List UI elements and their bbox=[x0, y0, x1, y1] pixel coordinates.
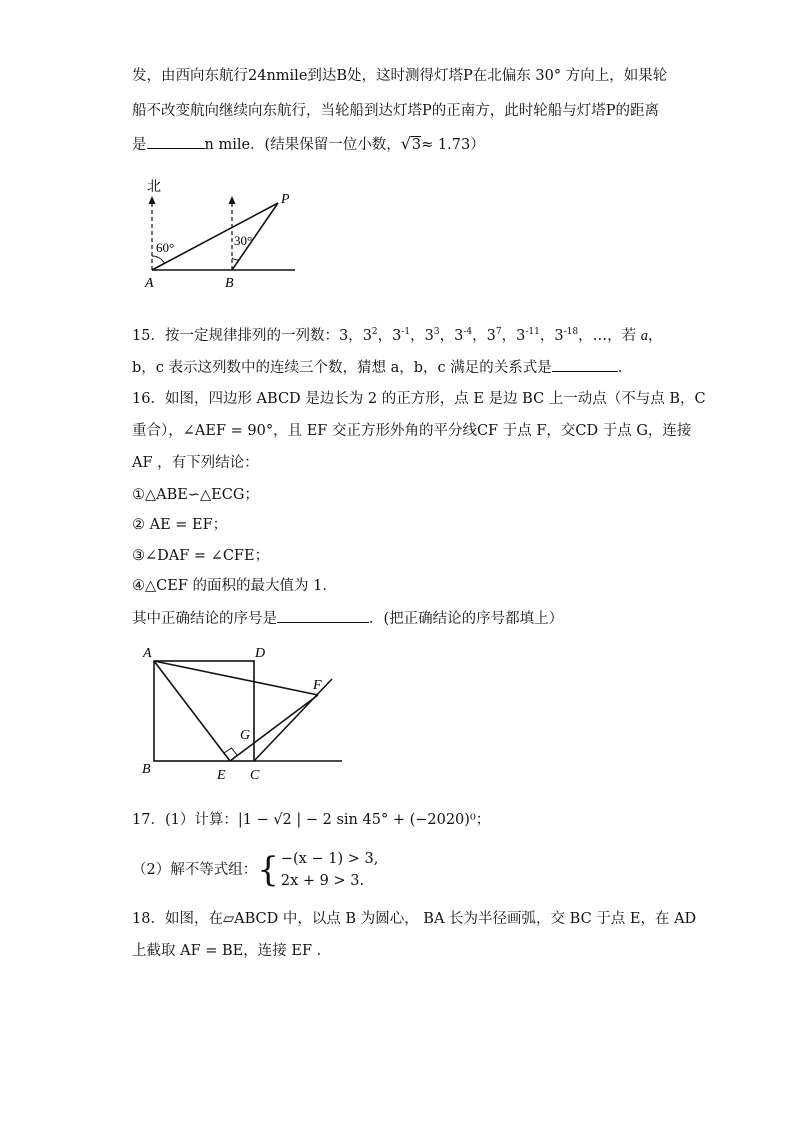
q16-square bbox=[154, 661, 254, 761]
q17-part-1: 17．(1）计算：|1 − √2 | − 2 sin 45° + (−2020)⁰； bbox=[132, 812, 491, 828]
q16-point-b: B bbox=[142, 762, 151, 777]
q15-line1-pre: 15．按一定规律排列的一列数：3， bbox=[132, 328, 363, 344]
q16-conclusion-3: ③∠DAF = ∠CFE； bbox=[132, 548, 270, 564]
q18-line-2: 上截取 AF = BE，连接 EF ． bbox=[132, 943, 332, 959]
q14-point-p: P bbox=[281, 192, 290, 207]
q15-line1-post: ，…，若 bbox=[578, 328, 637, 344]
q14-answer-blank bbox=[147, 134, 205, 149]
q16-conclusion-4: ④△CEF 的面积的最大值为 1． bbox=[132, 578, 337, 594]
q16-line-af bbox=[154, 661, 318, 695]
q16-right-angle-mark bbox=[224, 748, 237, 755]
q16-line-ae bbox=[154, 661, 230, 761]
q14-north-arrow-b bbox=[229, 196, 236, 204]
q16-answer-line: 其中正确结论的序号是 ．(把正确结论的序号都填上） bbox=[132, 608, 563, 629]
q16-point-d: D bbox=[255, 646, 266, 661]
q14-line3-post: n mile．(结果保留一位小数， bbox=[204, 137, 401, 153]
q16-point-g: G bbox=[240, 728, 251, 743]
q16-figure bbox=[136, 642, 356, 787]
q14-line-ap bbox=[152, 203, 278, 270]
q14-line-3: 是 n mile．(结果保留一位小数，√3≈ 1.73） bbox=[132, 134, 485, 153]
q15-line-1: 15．按一定规律排列的一列数：3，$3^2$，$3^{-1}$，$3^3$，$3^{-4}$，$3^7$，$3^{-11}$，$3^{-18}$，…，若 a， bbox=[132, 327, 663, 344]
q17-part-2: （2）解不等式组：{ −(x − 1) > 3, 2x + 9 > 3. bbox=[132, 850, 379, 890]
q16-point-c: C bbox=[250, 768, 260, 783]
q14-arc-a bbox=[152, 256, 165, 264]
q16-line-1: 16．如图，四边形 ABCD 是边长为 2 的正方形，点 E 是边 BC 上一动点（不与点 B，C bbox=[132, 391, 706, 407]
q14-point-a: A bbox=[145, 276, 154, 291]
q18-line-1: 18．如图，在▱ABCD 中，以点 B 为圆心， BA 长为半径画弧，交 BC 于点 E，在 AD bbox=[132, 911, 697, 927]
q17-expression: |1 − √2 | − 2 sin 45° + (−2020)⁰； bbox=[237, 812, 491, 828]
q16-answer-blank bbox=[277, 608, 369, 623]
q16-conclusion-2: ② AE = EF； bbox=[132, 517, 228, 533]
q14-point-b: B bbox=[225, 276, 234, 291]
q17-inequality-2: 2x + 9 > 3. bbox=[280, 873, 365, 889]
q15-var-a: a bbox=[640, 328, 648, 344]
q14-arc-b bbox=[232, 258, 239, 260]
q16-line-2: 重合），∠AEF = 90°，且 EF 交正方形外角的平分线CF 于点 F，交CD 于点 G，连接 bbox=[132, 423, 692, 439]
q17-inequality-1: −(x − 1) > 3, bbox=[280, 851, 379, 867]
q14-figure bbox=[130, 172, 310, 292]
q14-north-label: 北 bbox=[147, 180, 161, 195]
q14-north-arrow-a bbox=[149, 196, 156, 204]
q14-sqrt-value: 3 bbox=[411, 137, 422, 153]
q14-angle-30: 30° bbox=[234, 233, 253, 248]
q14-line-1: 发，由西向东航行24nmile到达B处，这时测得灯塔P在北偏东 30° 方向上，如果轮 bbox=[132, 68, 668, 84]
q14-line-2: 船不改变航向继续向东航行，当轮船到达灯塔P的正南方，此时轮船与灯塔P的距离 bbox=[132, 103, 660, 119]
q14-angle-60: 60° bbox=[156, 240, 175, 255]
q16-point-f: F bbox=[313, 678, 322, 693]
q16-point-a: A bbox=[143, 646, 152, 661]
q15-line-2: b，c 表示这列数中的连续三个数，猜想 a，b，c 满足的关系式是 ． bbox=[132, 357, 632, 378]
q16-conclusion-1: ①△ABE∽△ECG； bbox=[132, 487, 259, 503]
q14-approx: ≈ 1.73） bbox=[421, 137, 485, 153]
q16-point-e: E bbox=[217, 768, 226, 783]
q16-line-3: AF ，有下列结论： bbox=[132, 455, 259, 471]
q14-line3-pre: 是 bbox=[132, 137, 147, 153]
q15-term: 3 bbox=[362, 328, 372, 344]
q15-answer-blank bbox=[552, 357, 618, 372]
